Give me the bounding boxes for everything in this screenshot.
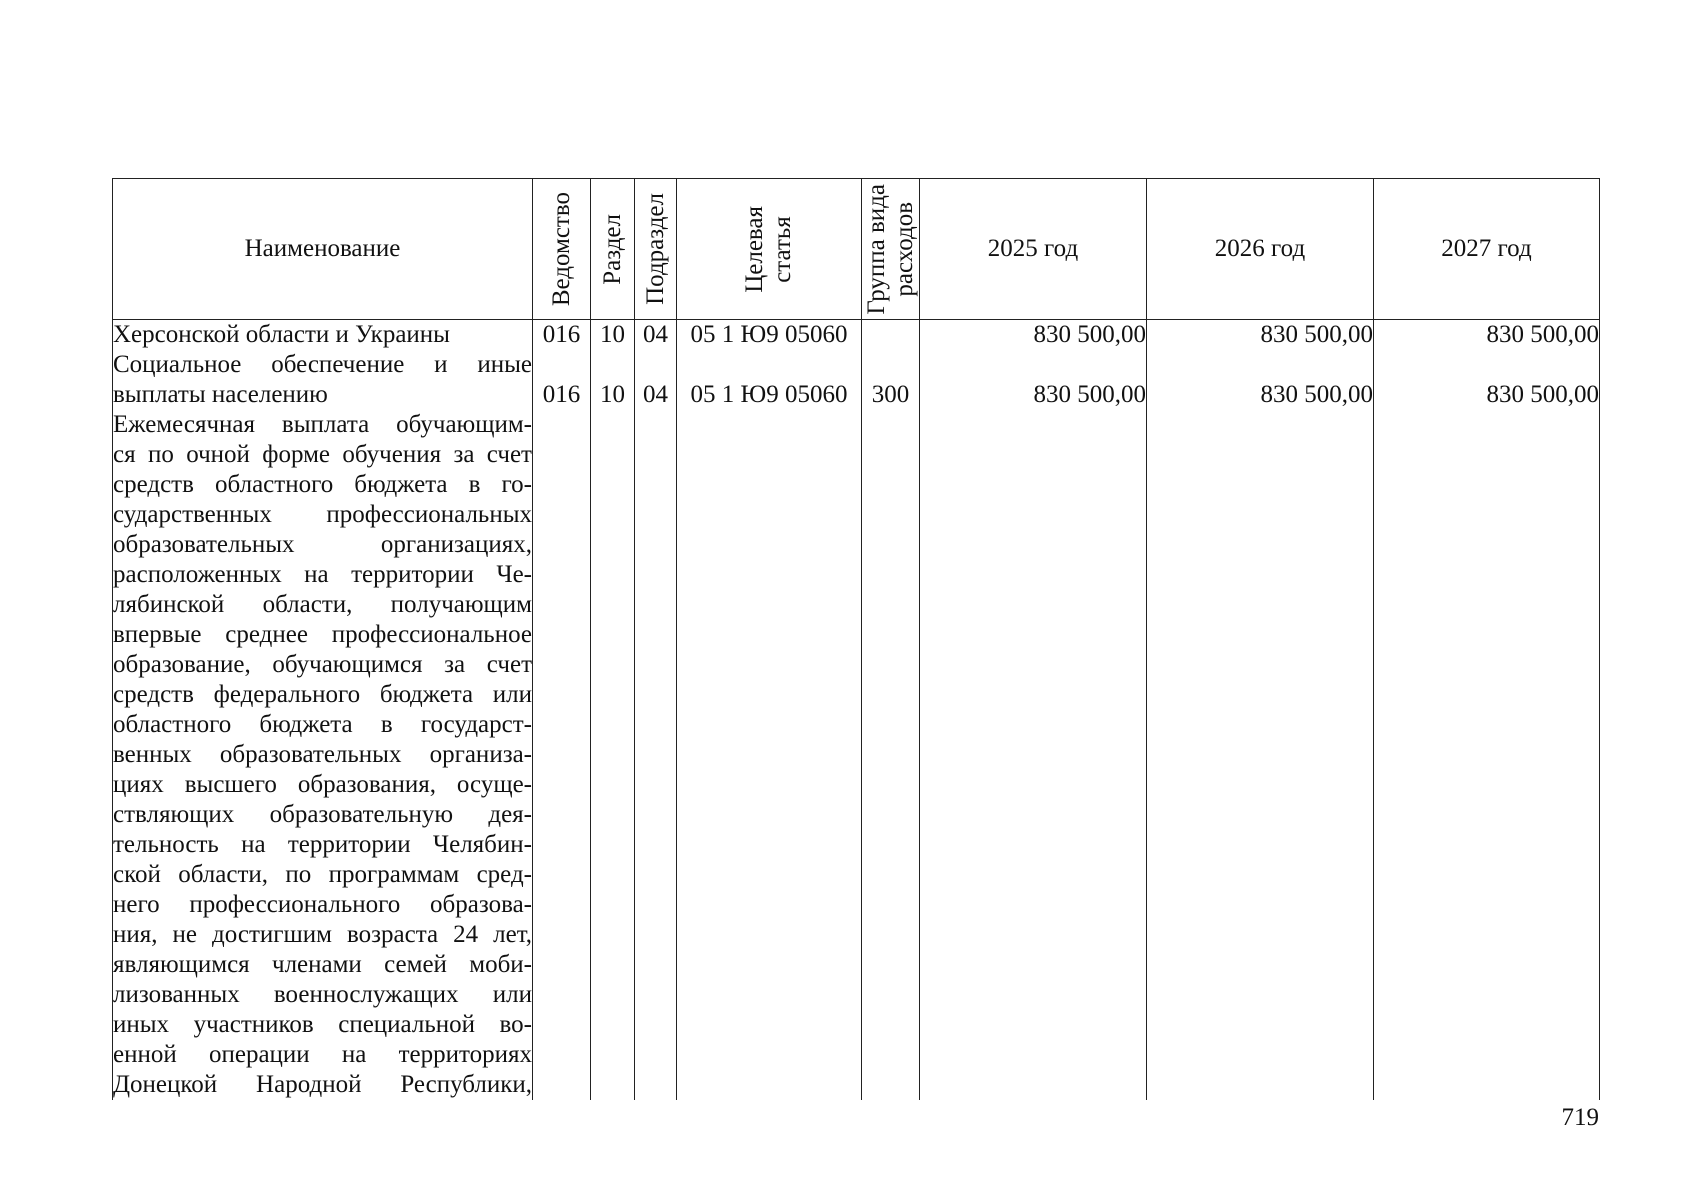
header-2027: 2027 год (1374, 179, 1600, 320)
table-row (113, 410, 1600, 1100)
table-row (113, 320, 1600, 351)
row-value-2025: 830 500,00 (920, 320, 1147, 351)
row-department: 016 (533, 320, 591, 351)
budget-table (112, 178, 1600, 1100)
row-value-2027 (1374, 410, 1600, 1100)
row-expense-group: 300 (862, 350, 920, 410)
row-subsection: 04 (635, 350, 677, 410)
row-target-article: 05 1 Ю9 05060 (677, 350, 862, 410)
header-2026: 2026 год (1147, 179, 1374, 320)
row-value-2026: 830 500,00 (1147, 320, 1374, 351)
row-name: Социальное обеспечение и иные выплаты населению (113, 351, 532, 408)
table-row (113, 350, 1600, 410)
row-subsection (635, 410, 677, 1100)
header-target-article: Целевая статья (677, 179, 862, 320)
row-department (533, 410, 591, 1100)
row-value-2027: 830 500,00 (1374, 320, 1600, 351)
header-2025: 2025 год (920, 179, 1147, 320)
row-target-article: 05 1 Ю9 05060 (677, 320, 862, 351)
row-value-2026 (1147, 410, 1374, 1100)
row-subsection: 04 (635, 320, 677, 351)
row-section: 10 (591, 320, 635, 351)
row-section (591, 410, 635, 1100)
row-section: 10 (591, 350, 635, 410)
row-value-2025 (920, 410, 1147, 1100)
header-expense-group: Группа вида расходов (862, 179, 920, 320)
row-target-article (677, 410, 862, 1100)
page-number: 719 (1561, 1104, 1599, 1131)
row-value-2026: 830 500,00 (1147, 350, 1374, 410)
row-name: Ежемесячная выплата обучающим- ся по очной форме обучения за счет средств областного бюджета в го- сударственных профессиональных образовательных организациях, расположенных на территории Че- лябинской области, получающим впервые среднее профессиональное образование, обучающимся за счет средств федерального бюджета или областного бюджета в государст- венных образовательных организа- циях высшего образования, осуще- ствляющих образовательную дея- тельность на территории Челябин- ской области, по программам сред- него профессионального образова- ния, не достигшим возраста 24 лет, являющимся членами семей моби- лизованных военнослужащих или иных участников специальной во- енной операции на территориях Донецкой Народной Республики, (113, 411, 532, 1098)
row-department: 016 (533, 350, 591, 410)
row-name: Херсонской области и Украины (113, 320, 533, 351)
row-expense-group (862, 320, 920, 351)
header-section: Раздел (591, 179, 635, 320)
header-department: Ведомство (533, 179, 591, 320)
header-subsection: Подраздел (635, 179, 677, 320)
row-expense-group (862, 410, 920, 1100)
table-header-row (113, 179, 1600, 320)
row-value-2025: 830 500,00 (920, 350, 1147, 410)
header-name: Наименование (113, 179, 533, 320)
row-value-2027: 830 500,00 (1374, 350, 1600, 410)
